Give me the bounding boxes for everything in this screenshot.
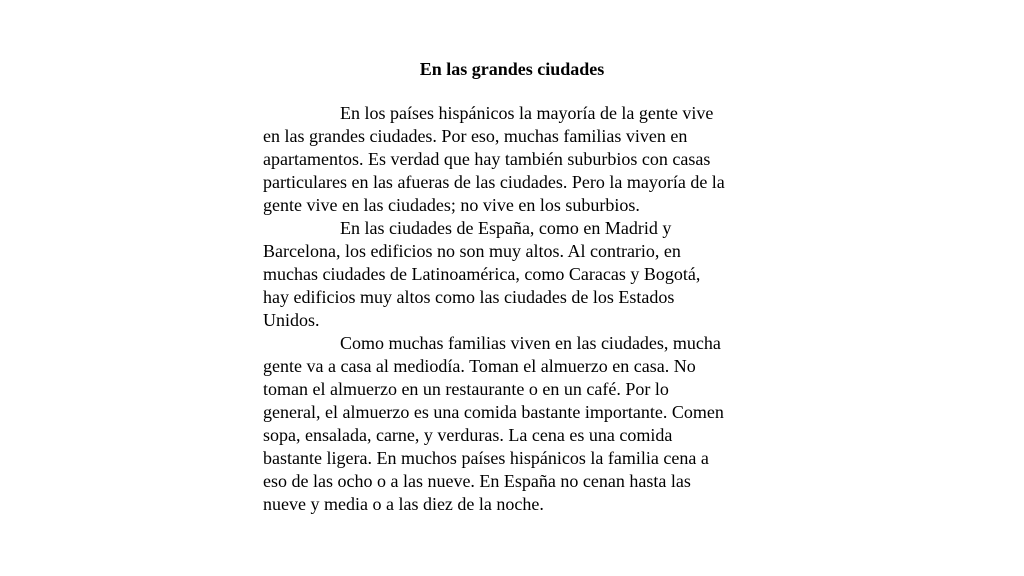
title-text: En las grandes ciudades	[419, 59, 605, 79]
text-line: bastante ligera. En muchos países hispánicos la familia cena a	[263, 448, 709, 468]
text-line: Unidos.	[263, 310, 320, 330]
text-line: en las grandes ciudades. Por eso, muchas familias viven en	[263, 126, 688, 146]
text-line: Como muchas familias viven en las ciudades, mucha	[340, 333, 721, 353]
text-line: nueve y media o a las diez de la noche.	[263, 494, 544, 514]
text-line: En los países hispánicos la mayoría de la gente vive	[340, 103, 714, 123]
document-title	[0, 56, 1024, 82]
text-line: En las ciudades de España, como en Madrid y	[340, 218, 672, 238]
text-line: apartamentos. Es verdad que hay también suburbios con casas	[263, 149, 711, 169]
text-line: sopa, ensalada, carne, y verduras. La cena es una comida	[263, 425, 673, 445]
text-line: gente vive en las ciudades; no vive en los suburbios.	[263, 195, 640, 215]
text-line: gente va a casa al mediodía. Toman el almuerzo en casa. No	[263, 356, 696, 376]
text-line: general, el almuerzo es una comida bastante importante. Comen	[263, 402, 724, 422]
text-line: Barcelona, los edificios no son muy altos. Al contrario, en	[263, 241, 681, 261]
text-line: muchas ciudades de Latinoamérica, como Caracas y Bogotá,	[263, 264, 701, 284]
text-line: eso de las ocho o a las nueve. En España no cenan hasta las	[263, 471, 691, 491]
text-line: hay edificios muy altos como las ciudades de los Estados	[263, 287, 675, 307]
text-line: particulares en las afueras de las ciudades. Pero la mayoría de la	[263, 172, 725, 192]
document-body	[263, 102, 763, 516]
text-line: toman el almuerzo en un restaurante o en un café. Por lo	[263, 379, 669, 399]
